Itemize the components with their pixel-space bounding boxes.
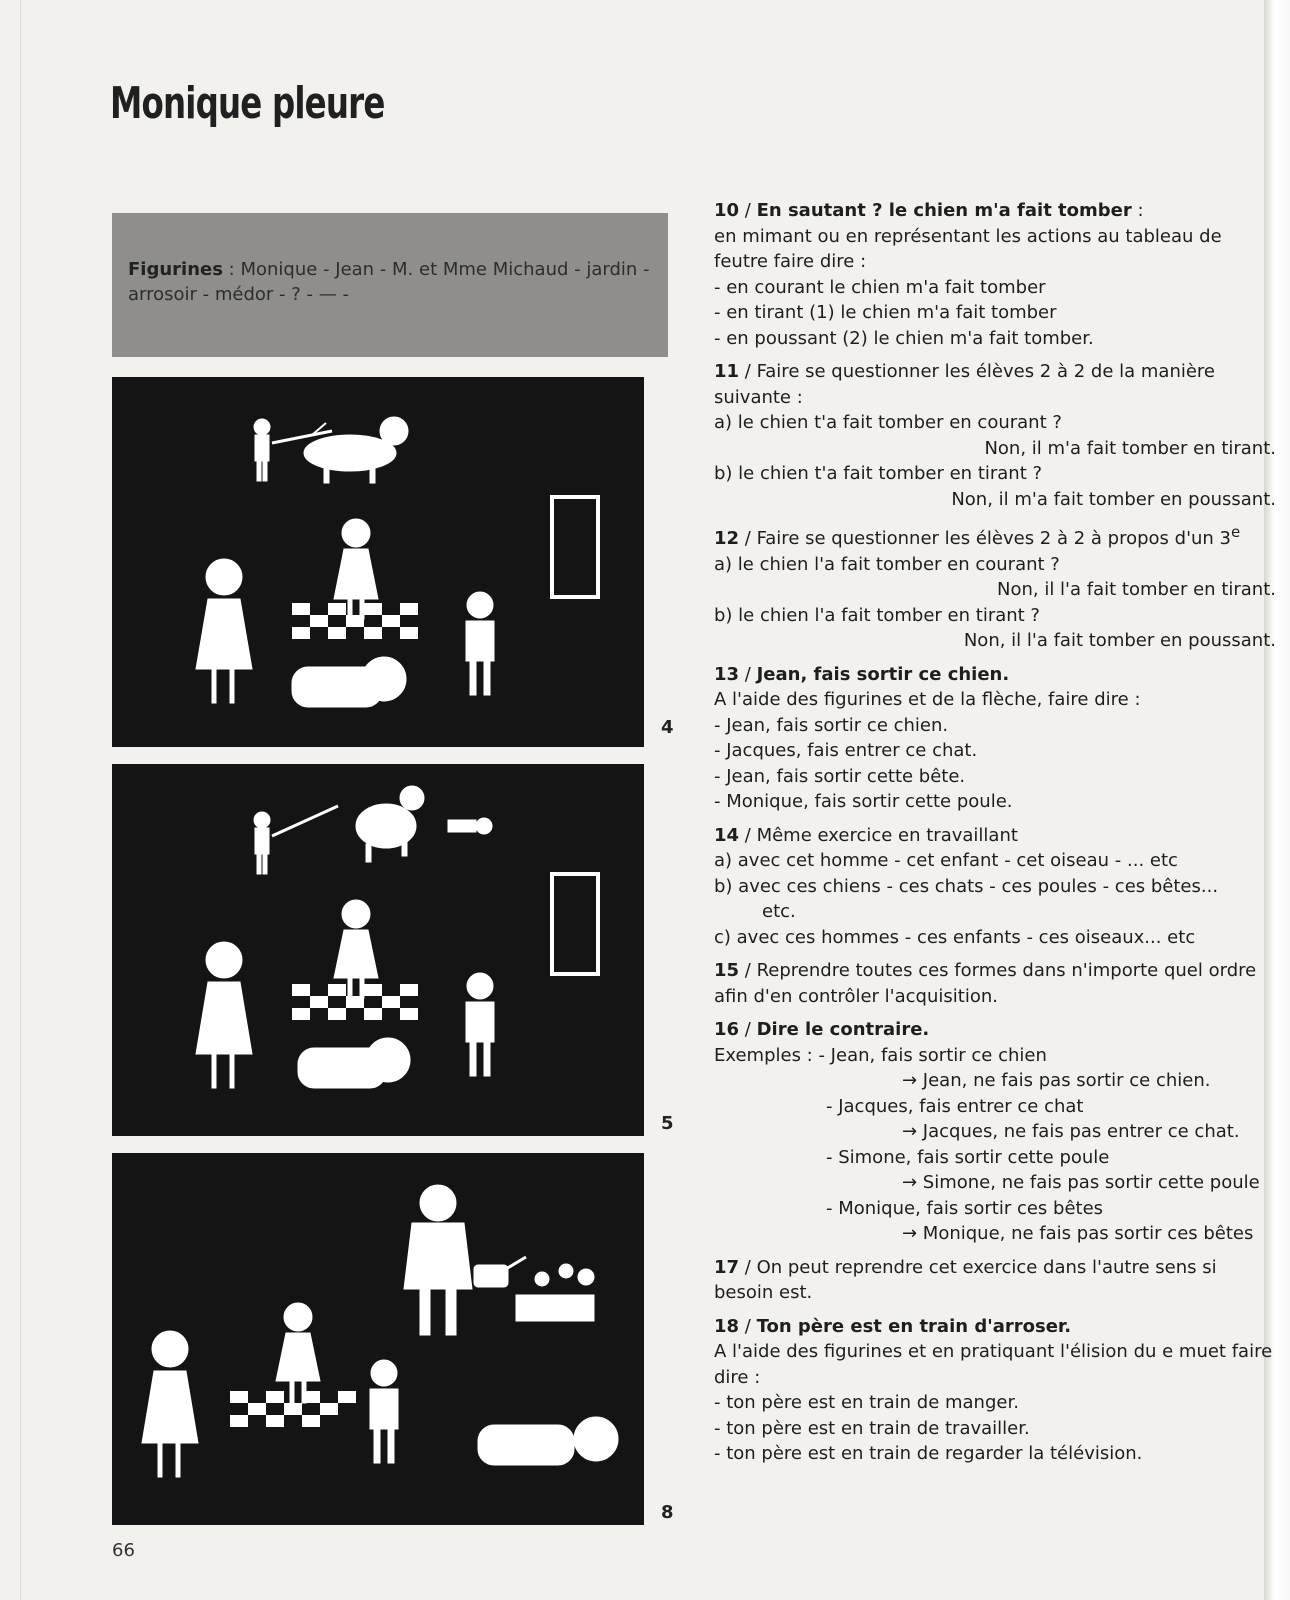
section-12-line: Non, il l'a fait tomber en tirant. <box>996 579 1276 600</box>
section-14-line: c) avec ces hommes - ces enfants - ces oiseaux... etc <box>714 926 1196 948</box>
section-11-heading: 11 / Faire se questionner les élèves 2 à 2 de la manière suivante : <box>714 361 1216 408</box>
section-15-heading: 15 / Reprendre toutes ces formes dans n'importe quel ordre afin d'en contrôler l'acquisition. <box>714 960 1257 1007</box>
section-18-line: A l'aide des figurines et en pratiquant l'élision du e muet faire dire : <box>714 1341 1273 1388</box>
panel-number-8: 8 <box>661 1502 674 1523</box>
section-10-line: - en courant le chien m'a fait tomber <box>714 276 1046 298</box>
jumping-dog-figure <box>356 786 424 862</box>
felt-board-panel-8 <box>112 1153 644 1525</box>
section-13-heading: 13 / Jean, fais sortir ce chien. <box>714 663 1010 685</box>
figurines-text <box>128 257 658 307</box>
exercise-column <box>714 198 1276 1467</box>
section-14-heading: 14 / Même exercice en travaillant <box>714 824 1018 846</box>
lying-dog-figure <box>298 1038 410 1088</box>
jean-figure <box>466 592 494 695</box>
section-12-line: Non, il l'a fait tomber en poussant. <box>963 630 1276 651</box>
felt-board-panel-4 <box>112 377 644 747</box>
section-18-line: - ton père est en train de manger. <box>714 1392 1019 1413</box>
section-11-line: b) le chien t'a fait tomber en tirant ? <box>714 463 1043 484</box>
father-figure <box>404 1185 472 1335</box>
mother-figure <box>196 942 252 1088</box>
watering-can-figure <box>474 1257 526 1287</box>
section-17-heading: 17 / On peut reprendre cet exercice dans l'autre sens si besoin est. <box>714 1256 1217 1303</box>
section-14-line: b) avec ces chiens - ces chats - ces poules - ces bêtes... <box>714 875 1219 897</box>
section-10-line: - en tirant (1) le chien m'a fait tomber <box>714 302 1057 323</box>
section-14-line: a) avec cet homme - cet enfant - cet oiseau - ... etc <box>714 850 1178 871</box>
boy-with-stick-figure <box>254 806 338 874</box>
figurines-box <box>112 213 668 357</box>
panel-number-5: 5 <box>661 1113 674 1134</box>
door-figure <box>552 497 598 597</box>
section-16-line: → Simone, ne fais pas sortir cette poule <box>902 1172 1260 1193</box>
section-10-line: en mimant ou en représentant les actions au tableau de feutre faire dire : <box>714 225 1222 272</box>
jean-figure <box>370 1360 398 1463</box>
section-18-line: - ton père est en train de regarder la télévision. <box>714 1443 1143 1464</box>
checkered-floor <box>292 603 418 639</box>
section-12-heading: 12 / Faire se questionner les élèves 2 à 2 à propos d'un 3e <box>714 523 1241 549</box>
section-13-line: - Jean, fais sortir ce chien. <box>714 714 949 736</box>
jumping-dog-figure <box>304 417 408 483</box>
section-14-line: etc. <box>762 901 796 922</box>
section-13-line: - Monique, fais sortir cette poule. <box>714 791 1013 812</box>
figurines-label: Figurines <box>128 259 223 280</box>
figurines-list: : Monique - Jean - M. et Mme Michaud - jardin - arrosoir - médor - ? - — - <box>128 259 650 305</box>
section-16-line: → Jean, ne fais pas sortir ce chien. <box>902 1070 1211 1091</box>
section-18-heading: 18 / Ton père est en train d'arroser. <box>714 1315 1072 1337</box>
flowers-figure <box>516 1264 594 1321</box>
section-10-heading: 10 / En sautant ? le chien m'a fait tomber : <box>714 200 1144 221</box>
panel-4-illustration <box>112 377 644 747</box>
fallen-girl-figure <box>448 818 492 834</box>
lying-dog-figure <box>292 657 406 707</box>
felt-board-panel-5 <box>112 764 644 1136</box>
section-11-line: Non, il m'a fait tomber en poussant. <box>951 488 1276 510</box>
panel-number-4: 4 <box>661 717 674 738</box>
section-10-line: - en poussant (2) le chien m'a fait tomber. <box>714 327 1094 349</box>
checkered-floor <box>292 984 418 1020</box>
jean-figure <box>466 973 494 1076</box>
section-16-line: - Simone, fais sortir cette poule <box>826 1146 1110 1168</box>
section-16-line: → Jacques, ne fais pas entrer ce chat. <box>902 1121 1240 1142</box>
monique-figure <box>334 900 378 998</box>
section-16-line: - Monique, fais sortir ces bêtes <box>826 1197 1104 1219</box>
section-16-line: - Jacques, fais entrer ce chat <box>826 1095 1084 1117</box>
panel-5-illustration <box>112 764 644 1136</box>
dog-figure <box>478 1417 618 1465</box>
section-13-line: A l'aide des figurines et de la flèche, faire dire : <box>714 689 1141 710</box>
mother-figure <box>142 1331 198 1477</box>
page-number: 66 <box>112 1540 135 1561</box>
page-title: Monique pleure <box>110 78 385 129</box>
panel-8-illustration <box>112 1153 644 1525</box>
monique-figure <box>276 1303 320 1403</box>
binding-line <box>20 0 21 1600</box>
section-13-line: - Jean, fais sortir cette bête. <box>714 765 966 787</box>
section-12-line: a) le chien l'a fait tomber en courant ? <box>714 553 1060 575</box>
section-13-line: - Jacques, fais entrer ce chat. <box>714 740 978 761</box>
section-11-line: Non, il m'a fait tomber en tirant. <box>984 437 1276 459</box>
section-18-line: - ton père est en train de travailler. <box>714 1417 1030 1439</box>
section-11-line: a) le chien t'a fait tomber en courant ? <box>714 412 1062 433</box>
section-12-line: b) le chien l'a fait tomber en tirant ? <box>714 604 1040 626</box>
section-16-line: Exemples : - Jean, fais sortir ce chien <box>714 1044 1047 1066</box>
door-figure <box>552 874 598 974</box>
section-16-heading: 16 / Dire le contraire. <box>714 1019 930 1040</box>
mother-figure <box>196 559 252 703</box>
section-16-line: → Monique, ne fais pas sortir ces bêtes <box>902 1223 1254 1244</box>
